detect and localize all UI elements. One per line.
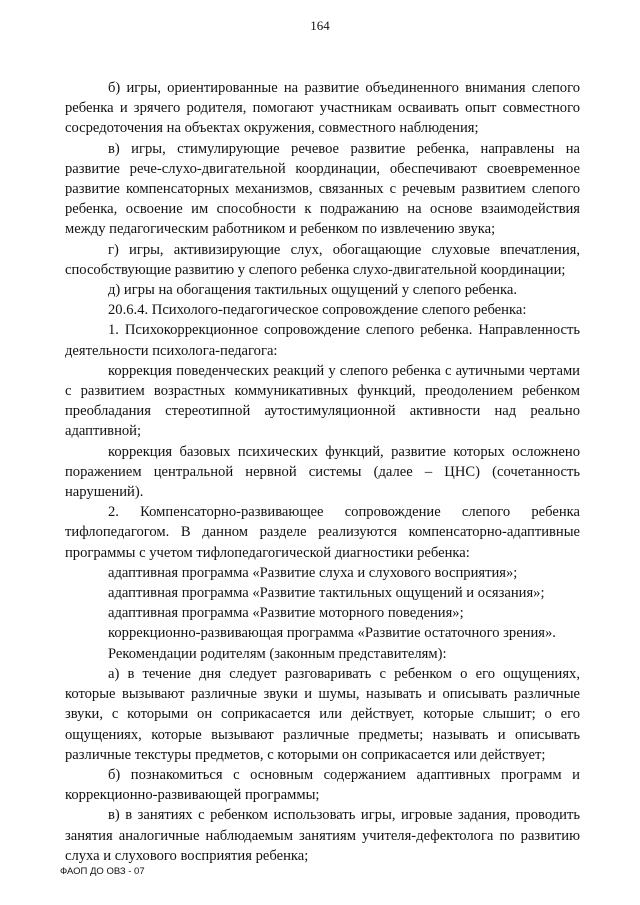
paragraph: в) в занятиях с ребенком использовать игры, игровые задания, проводить занятия аналогичные наблюдаемым занятиям учителя-дефектолога по развитию слуха и слухового восприятия ребенка;	[65, 807, 580, 864]
paragraph: коррекция поведенческих реакций у слепого ребенка с аутичными чертами с развитием возрастных коммуникативных функций, преодолением ребенком преобладания стереотипной аутостимуляционной активности над реально адаптивной;	[65, 362, 580, 440]
paragraph: адаптивная программа «Развитие слуха и слухового восприятия»;	[108, 564, 518, 581]
document-body	[65, 78, 580, 866]
page-number: 164	[310, 18, 330, 33]
paragraph: д) игры на обогащения тактильных ощущений у слепого ребенка.	[108, 282, 517, 299]
paragraph: б) игры, ориентированные на развитие объединенного внимания слепого ребенка и зрячего родителя, помогают участникам осваивать опыт совместного сосредоточения на объектах окружения, совместного наблюдения;	[65, 80, 580, 137]
paragraph: адаптивная программа «Развитие моторного поведения»;	[108, 605, 464, 622]
paragraph: б) познакомиться с основным содержанием адаптивных программ и коррекционно-развивающей программы;	[65, 766, 580, 804]
paragraph: 2. Компенсаторно-развивающее сопровождение слепого ребенка тифлопедагогом. В данном разделе реализуются компенсаторно-адаптивные программы с учетом тифлопедагогической диагностики ребенка:	[65, 504, 580, 561]
paragraph: адаптивная программа «Развитие тактильных ощущений и осязания»;	[108, 585, 545, 602]
paragraph: 1. Психокоррекционное сопровождение слепого ребенка. Направленность деятельности психолога-педагога:	[65, 322, 580, 359]
paragraph: г) игры, активизирующие слух, обогащающие слуховые впечатления, способствующие развитию у слепого ребенка слухо-двигательной координации;	[65, 241, 580, 278]
paragraph: Рекомендации родителям (законным представителям):	[108, 645, 447, 662]
paragraph: коррекция базовых психических функций, развитие которых осложнено поражением центральной нервной системы (далее – ЦНС) (сочетанность нарушений).	[65, 443, 580, 501]
document-footer: ФАОП ДО ОВЗ - 07	[60, 866, 145, 877]
paragraph: коррекционно-развивающая программа «Развитие остаточного зрения».	[108, 625, 556, 642]
paragraph: в) игры, стимулирующие речевое развитие ребенка, направлены на развитие рече-слухо-двигательной координации, обеспечивают своевременное развитие компенсаторных механизмов, связанных с речевым развитием слепого ребенка, освоение им способности к подражанию на основе взаимодействия между педагогическим работником и ребенком по извлечению звука;	[65, 140, 580, 238]
paragraph: 20.6.4. Психолого-педагогическое сопровождение слепого ребенка:	[108, 302, 527, 319]
paragraph: а) в течение дня следует разговаривать с ребенком о его ощущениях, которые вызывают различные звуки и шумы, называть и описывать различные звуки, с которыми он соприкасается или действует, которые слышит; о его ощущениях, которые вызывают различные предметы; называть и описывать различные текстуры предметов, с которыми он соприкасается или действует;	[65, 665, 580, 763]
